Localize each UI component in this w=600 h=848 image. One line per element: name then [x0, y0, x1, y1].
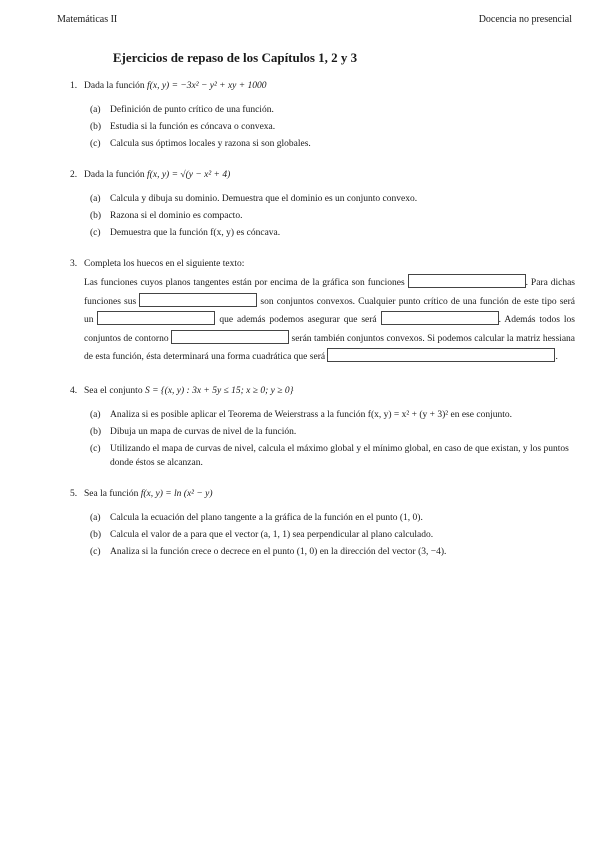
subquestion-text: Estudia si la función es cóncava o convexa. [110, 122, 276, 132]
subquestion [90, 528, 575, 542]
exercise-list [70, 79, 575, 576]
fill-in-paragraph [84, 274, 575, 367]
statement-formula: f(x, y) = ln (x² − y) [140, 488, 213, 499]
subquestion-label: (b) [90, 529, 102, 540]
subquestion-text: Razona si el dominio es compacto. [110, 211, 243, 221]
subquestion [90, 103, 575, 117]
exercise-4 [70, 384, 575, 470]
statement-formula: f(x, y) = −3x² − y² + xy + 1000 [147, 81, 267, 91]
subquestion-text: Dibuja un mapa de curvas de nivel de la función. [110, 426, 297, 437]
exercise-statement [84, 487, 575, 501]
statement-formula: f(x, y) = √(y − x² + 4) [147, 170, 231, 180]
exercise-number: 2. [70, 170, 78, 180]
subquestion-text: Analiza si la función crece o decrece en el punto (1, 0) en la dirección del vector (3, −4). [110, 546, 447, 557]
subquestion [90, 120, 575, 134]
answer-blank-5[interactable] [171, 330, 289, 344]
exercise-statement: Completa los huecos en el siguiente texto: [84, 259, 245, 269]
subquestion-text: Calcula y dibuja su dominio. Demuestra que el dominio es un conjunto convexo. [110, 194, 418, 204]
exercise-number: 5. [70, 488, 78, 499]
statement-formula: S = {(x, y) : 3x + 5y ≤ 15; x ≥ 0; y ≥ 0} [144, 385, 294, 396]
subquestion-text: Calcula el valor de a para que el vector (a, 1, 1) sea perpendicular al plano calculado. [110, 529, 434, 540]
subquestion [90, 511, 575, 525]
subquestion-list [90, 192, 575, 240]
subquestion-label: (a) [90, 105, 101, 115]
subquestion [90, 137, 575, 151]
subquestion-text: Calcula sus óptimos locales y razona si son globales. [110, 139, 311, 149]
statement-text: Dada la función [84, 170, 148, 180]
subquestion-text: Demuestra que la función f(x, y) es cóncava. [110, 228, 281, 238]
paragraph-segment: . [555, 352, 558, 362]
answer-blank-2[interactable] [139, 293, 257, 307]
subquestion [90, 408, 575, 422]
answer-blank-1[interactable] [408, 274, 526, 288]
subquestion-label: (c) [90, 228, 101, 238]
subquestion [90, 425, 575, 439]
subquestion-label: (a) [90, 409, 101, 420]
subquestion-text: Utilizando el mapa de curvas de nivel, calcula el máximo global y el mínimo global, en caso de que existan, y los puntos donde éstos se alcanzan. [110, 443, 569, 468]
subquestion-label: (a) [90, 512, 101, 523]
paragraph-segment: que además podemos asegurar que será [215, 315, 381, 325]
document-title: Ejercicios de repaso de los Capítulos 1, 2 y 3 [112, 50, 358, 65]
subquestion-label: (b) [90, 426, 102, 437]
answer-blank-6[interactable] [327, 348, 558, 362]
exercise-2 [70, 168, 575, 240]
statement-text: Sea el conjunto [84, 385, 145, 396]
subquestion [90, 209, 575, 223]
subquestion [90, 226, 575, 240]
subquestion [90, 192, 575, 206]
exercise-statement [84, 168, 575, 182]
subquestion-label: (c) [90, 139, 101, 149]
subquestion-list [90, 408, 575, 470]
exercise-number: 3. [70, 259, 78, 269]
header-right: Docencia no presencial [478, 14, 572, 25]
exercise-1 [70, 79, 575, 151]
paragraph-segment: Las funciones cuyos planos tangentes están por encima de la gráfica son funciones [84, 278, 408, 288]
subquestion-text: Analiza si es posible aplicar el Teorema de Weierstrass a la función f(x, y) = x² + (y + 3)² en ese conjunto. [110, 409, 512, 420]
subquestion-list [90, 103, 575, 151]
answer-blank-3[interactable] [97, 311, 215, 325]
subquestion-list [90, 511, 575, 559]
subquestion-text: Definición de punto crítico de una función. [110, 105, 274, 115]
subquestion-text: Calcula la ecuación del plano tangente a la gráfica de la función en el punto (1, 0). [110, 512, 423, 523]
subquestion-label: (b) [90, 211, 102, 221]
exercise-5 [70, 487, 575, 559]
subquestion-label: (c) [90, 546, 101, 557]
statement-text: Dada la función [84, 81, 148, 91]
paragraph-segment: serán también conjuntos convexos. Si podemos calcular la matriz hessiana de esta función, ésta determinará una forma cuadrática que será [84, 333, 575, 362]
paragraph-segment: son conjuntos convexos. Cualquier punto crítico de una función de este tipo será un [84, 296, 575, 325]
exercise-number: 1. [70, 81, 78, 91]
subquestion [90, 545, 575, 559]
exercise-statement [84, 79, 575, 93]
answer-blank-4[interactable] [381, 311, 499, 325]
paragraph-segment: . Además todos los conjuntos de contorno [84, 315, 575, 344]
subquestion-label: (c) [90, 443, 101, 454]
header-left: Matemáticas II [57, 14, 118, 25]
subquestion-label: (a) [90, 194, 101, 204]
exercise-number: 4. [70, 385, 78, 396]
statement-text: Sea la función [84, 488, 141, 499]
exercise-statement [84, 384, 575, 398]
subquestion-label: (b) [90, 122, 102, 132]
exercise-3 [70, 257, 575, 367]
paragraph-segment: . Para dichas funciones sus [84, 278, 575, 307]
subquestion [90, 442, 575, 470]
